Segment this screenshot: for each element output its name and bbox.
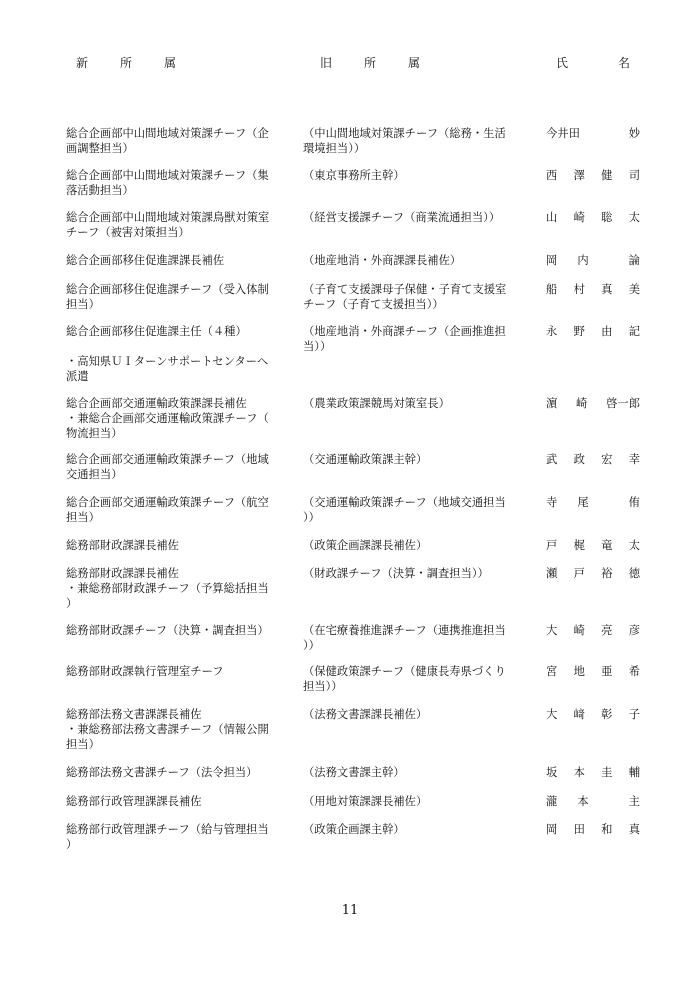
new-dept-cell: 総務部行政管理課チーフ（給与管理担当 ） <box>66 823 269 851</box>
name-cell <box>546 282 640 297</box>
name-char: 崎 <box>576 397 588 410</box>
old-dept-cell: （保健政策課チーフ（健康長寿県づくり 担当）） <box>303 665 506 693</box>
name-char: 裕 <box>601 567 613 580</box>
new-dept-cell: 総務部法務文書課チーフ（法令担当） <box>66 766 258 779</box>
name-char: 幸 <box>628 453 640 466</box>
name-char: 寺 <box>546 496 558 509</box>
name-cell <box>546 623 640 638</box>
name-char: 濵 <box>546 397 558 410</box>
name-char: 宏 <box>601 453 613 466</box>
name-char: 太 <box>628 211 640 224</box>
name-char: 政 <box>573 453 585 466</box>
name-cell <box>546 168 640 183</box>
name-char: 岡 <box>546 823 558 836</box>
old-dept-cell: （政策企画課主幹） <box>303 823 405 836</box>
header-old-dept: 旧 所 属 <box>320 56 431 70</box>
name-char: 大 <box>546 624 558 637</box>
name-char: 美 <box>628 283 640 296</box>
old-dept-cell: （財政課チーフ（決算・調査担当）） <box>303 567 489 580</box>
name-char: 坂 <box>546 766 558 779</box>
new-dept-cell: 総務部財政課課長補佐 ・兼総務部財政課チーフ（予算総括担当 ） <box>66 567 269 610</box>
name-char: 瀬 <box>546 567 558 580</box>
name-char: 崎 <box>573 624 585 637</box>
old-dept-cell: （用地対策課課長補佐） <box>303 795 428 808</box>
name-char: 彰 <box>601 708 613 721</box>
header-new-dept: 新 所 属 <box>76 56 187 70</box>
old-dept-cell: （子育て支援課母子保健・子育て支援室 チーフ（子育て支援担当）） <box>303 283 507 311</box>
old-dept-cell: （中山間地域対策課チーフ（総務・生活 環境担当）） <box>303 127 506 155</box>
name-char: 澤 <box>573 169 585 182</box>
name-char: 圭 <box>601 766 613 779</box>
old-dept-cell: （交通運輸政策課主幹） <box>303 453 428 466</box>
name-char: 彦 <box>628 624 640 637</box>
name-cell <box>546 324 640 339</box>
name-char: 竜 <box>601 539 613 552</box>
name-char: 田 <box>573 823 585 836</box>
header-name-1: 氏 <box>556 56 579 70</box>
name-char: 亮 <box>601 624 613 637</box>
new-dept-cell: 総務部行政管理課課長補佐 <box>66 795 202 808</box>
name-cell <box>546 664 640 679</box>
name-char: 戸 <box>573 567 585 580</box>
name-char: 村 <box>573 283 585 296</box>
old-dept-cell: （地産地消・外商課チーフ（企画推進担 当）） <box>303 325 506 353</box>
name-char: 亜 <box>601 665 613 678</box>
old-dept-cell: （法務文書課課長補佐） <box>303 708 428 721</box>
name-char: 真 <box>601 283 613 296</box>
name-char: 西 <box>546 169 558 182</box>
name-char: 本 <box>577 795 589 808</box>
name-char: 和 <box>601 823 613 836</box>
name-cell <box>546 495 640 510</box>
new-dept-cell: 総合企画部移住促進課主任（４種） ・高知県ＵＩターンサポートセンターへ 派遣 <box>66 325 269 383</box>
old-dept-cell: （地産地消・外商課課長補佐） <box>303 254 462 267</box>
name-cell <box>546 538 640 553</box>
new-dept-cell: 総務部財政課チーフ（決算・調査担当） <box>66 624 269 637</box>
name-cell <box>546 253 640 268</box>
old-dept-cell: （農業政策課競馬対策室長） <box>303 397 450 410</box>
new-dept-cell: 総務部財政課課長補佐 <box>66 539 179 552</box>
new-dept-cell: 総合企画部交通運輸政策課チーフ（航空 担当） <box>66 496 269 524</box>
header-name-2: 名 <box>618 56 641 70</box>
name-cell <box>546 707 640 722</box>
name-cell <box>546 566 640 581</box>
header-name <box>556 54 640 71</box>
old-dept-cell: （交通運輸政策課チーフ（地域交通担当 ）） <box>303 496 506 524</box>
name-char: 山 <box>546 211 558 224</box>
name-char: 本 <box>573 766 585 779</box>
new-dept-cell: 総務部法務文書課課長補佐 ・兼総務部法務文書課チーフ（情報公開 担当） <box>66 708 269 751</box>
old-dept-cell: （東京事務所主幹） <box>303 169 405 182</box>
new-dept-cell: 総合企画部中山間地域対策課チーフ（企 画調整担当） <box>66 127 269 155</box>
name-char: 﨑 <box>573 708 585 721</box>
old-dept-cell: （経営支援課チーフ（商業流通担当）） <box>303 211 501 224</box>
name-char: 野 <box>573 325 585 338</box>
page-number: 11 <box>341 903 359 918</box>
name-char: 妙 <box>628 127 640 140</box>
new-dept-cell: 総合企画部交通運輸政策課チーフ（地域 交通担当） <box>66 453 269 481</box>
name-cell <box>546 794 640 809</box>
name-char: 啓一郎 <box>606 397 640 410</box>
old-dept-cell: （法務文書課主幹） <box>303 766 405 779</box>
name-char: 太 <box>628 539 640 552</box>
name-char: 希 <box>628 665 640 678</box>
name-char: 武 <box>546 453 558 466</box>
name-char: 記 <box>628 325 640 338</box>
name-cell <box>546 210 640 225</box>
name-char: 主 <box>628 795 640 808</box>
old-dept-cell: （政策企画課課長補佐） <box>303 539 428 552</box>
name-char: 瀧 <box>546 795 558 808</box>
name-char: 永 <box>546 325 558 338</box>
name-char: 地 <box>573 665 585 678</box>
name-char: 子 <box>628 708 640 721</box>
name-char: 司 <box>628 169 640 182</box>
name-char: 宮 <box>546 665 558 678</box>
new-dept-cell: 総合企画部交通運輸政策課課長補佐 ・兼総合企画部交通運輸政策課チーフ（ 物流担当） <box>66 397 269 440</box>
name-char: 輔 <box>628 766 640 779</box>
new-dept-cell: 総合企画部移住促進課チーフ（受入体制 担当） <box>66 283 269 311</box>
name-char: 徳 <box>628 567 640 580</box>
new-dept-cell: 総合企画部中山間地域対策課鳥獣対策室 チーフ（被害対策担当） <box>66 211 270 239</box>
name-cell <box>546 126 640 141</box>
name-char: 崎 <box>573 211 585 224</box>
name-char: 論 <box>628 254 640 267</box>
new-dept-cell: 総合企画部移住促進課課長補佐 <box>66 254 225 267</box>
name-char: 聡 <box>601 211 613 224</box>
new-dept-cell: 総合企画部中山間地域対策課チーフ（集 落活動担当） <box>66 169 269 197</box>
old-dept-cell: （在宅療養推進課チーフ（連携推進担当 ）） <box>303 624 506 652</box>
name-char: 真 <box>628 823 640 836</box>
name-cell <box>546 822 640 837</box>
new-dept-cell: 総務部財政課執行管理室チーフ <box>66 665 224 678</box>
name-char: 健 <box>601 169 613 182</box>
name-cell <box>546 396 640 411</box>
name-cell <box>546 765 640 780</box>
name-char: 今井田 <box>546 127 580 140</box>
name-char: 梶 <box>573 539 585 552</box>
name-char: 侑 <box>628 496 640 509</box>
name-char: 尾 <box>577 496 589 509</box>
name-char: 大 <box>546 708 558 721</box>
name-cell <box>546 452 640 467</box>
name-char: 戸 <box>546 539 558 552</box>
name-char: 由 <box>601 325 613 338</box>
name-char: 船 <box>546 283 558 296</box>
name-char: 岡 <box>546 254 558 267</box>
name-char: 内 <box>577 254 589 267</box>
